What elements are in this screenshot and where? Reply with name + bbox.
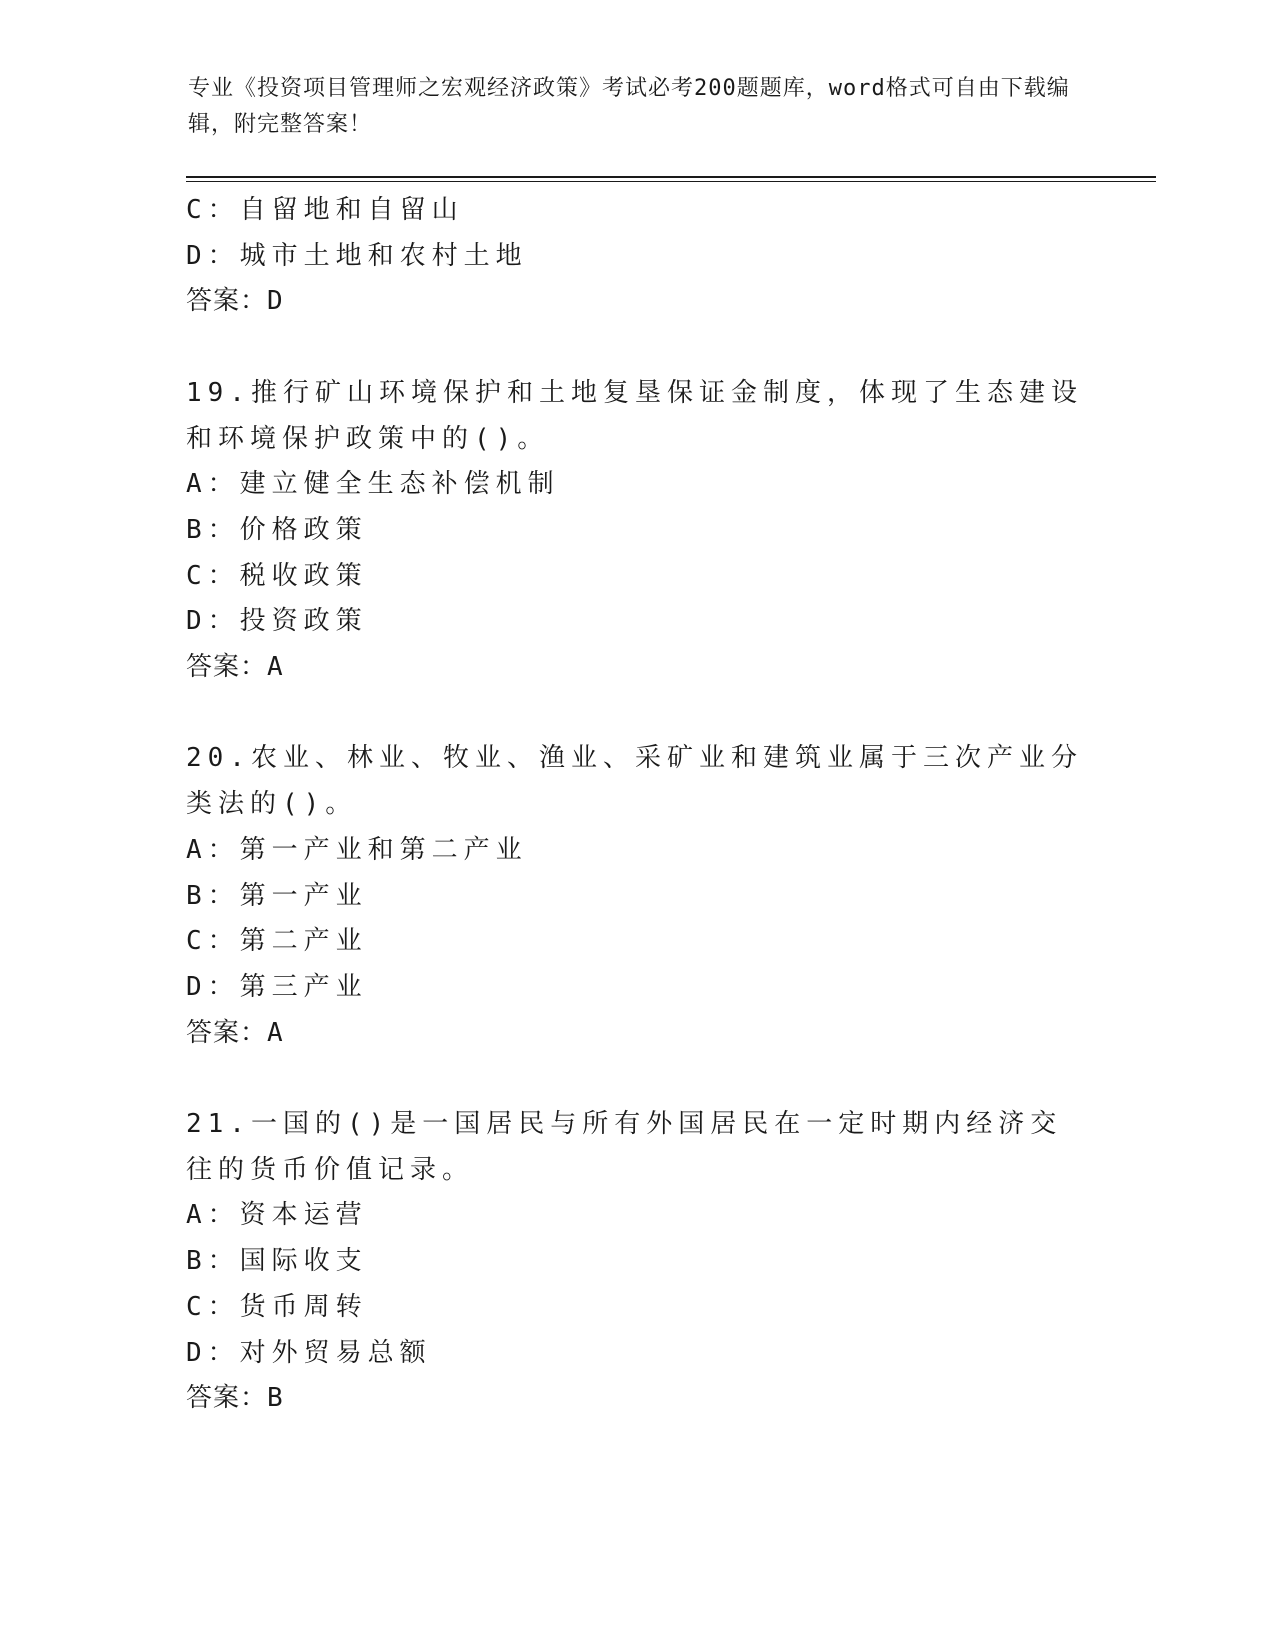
question-20 <box>186 736 1086 1056</box>
answer-line: 答案：D <box>186 286 284 317</box>
question-stem: 20.农业、林业、牧业、渔业、采矿业和建筑业属于三次产业分类法的()。 <box>186 743 1083 820</box>
option-c: C：货币周转 <box>186 1291 368 1322</box>
option-b: B：价格政策 <box>186 514 368 545</box>
question-stem: 21.一国的()是一国居民与所有外国居民在一定时期内经济交往的货币价值记录。 <box>186 1109 1063 1185</box>
option-c: C：税收政策 <box>186 560 368 591</box>
question-list <box>186 188 1086 1422</box>
question-stem: 19.推行矿山环境保护和土地复垦保证金制度，体现了生态建设和环境保护政策中的()。 <box>186 377 1083 454</box>
answer-line: 答案：A <box>186 652 284 683</box>
spacer <box>186 691 1086 737</box>
previous-question-tail <box>186 188 1086 325</box>
header-divider <box>186 176 1156 178</box>
option-b: B：国际收支 <box>186 1246 368 1277</box>
option-c: C：自留地和自留山 <box>186 195 464 225</box>
header-divider-thin <box>186 181 1156 182</box>
answer-line: 答案：A <box>186 1017 284 1048</box>
option-b: B：第一产业 <box>186 880 368 911</box>
option-d: D：城市土地和农村土地 <box>186 240 528 271</box>
spacer <box>186 325 1086 371</box>
spacer <box>186 1056 1086 1102</box>
option-d: D：投资政策 <box>186 606 368 637</box>
question-21 <box>186 1102 1086 1422</box>
option-c: C：第二产业 <box>186 926 368 957</box>
document-header: 专业《投资项目管理师之宏观经济政策》考试必考200题题库，word格式可自由下载编辑，附完整答案！ <box>188 76 1070 137</box>
option-a: A：建立健全生态补偿机制 <box>186 469 560 500</box>
question-19 <box>186 371 1086 691</box>
option-d: D：对外贸易总额 <box>186 1337 432 1368</box>
answer-line: 答案：B <box>186 1383 284 1414</box>
option-d: D：第三产业 <box>186 971 368 1002</box>
option-a: A：第一产业和第二产业 <box>186 834 528 865</box>
option-a: A：资本运营 <box>186 1200 368 1231</box>
